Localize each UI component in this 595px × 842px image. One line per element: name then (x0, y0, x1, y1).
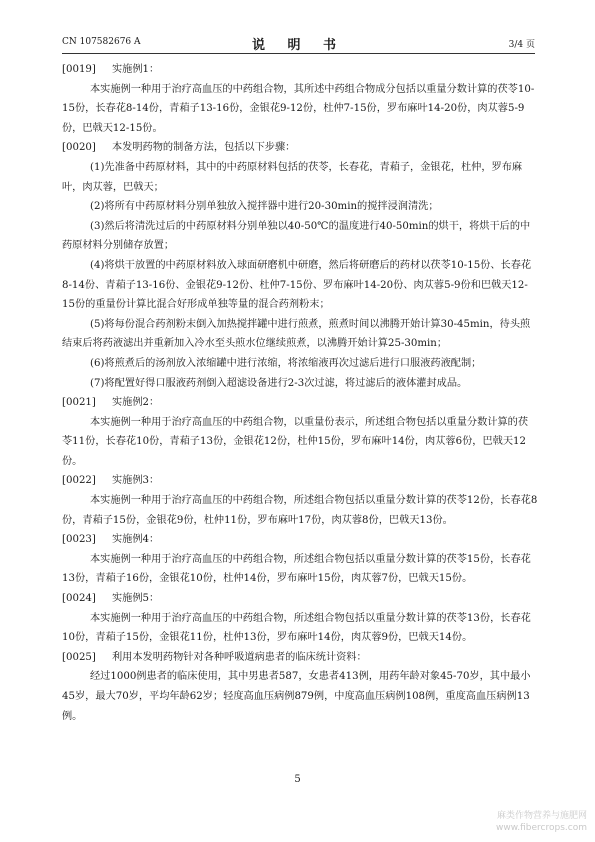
step-3: (3)然后将清洗过后的中药原材料分别单独以40-50℃的温度进行40-50min的烘干，将烘干后的中药原材料分别储存放置； (62, 220, 531, 252)
page-info: 3/4 页 (508, 40, 535, 50)
step-4: (4)将烘干放置的中药原材料放入球面研磨机中研磨，然后将研磨后的药材以茯苓10-15份、长春花8-14份、青葙子13-16份、金银花9-12份、杜仲7-15份、罗布麻叶14-20份、肉苁蓉5-9份和巴戟天12-15份的重量份计算比混合好形成单独等量的混合药剂粉末； (62, 259, 532, 311)
paragraph-heading-0025 (62, 648, 538, 668)
step-7: (7)将配置好得口服液药剂倒入超滤设备进行2-3次过滤，将过滤后的液体灌封成品。 (90, 377, 468, 389)
paragraph-tag: [0021] (62, 397, 96, 409)
paragraph-text: 本实施例一种用于治疗高血压的中药组合物，所述组合物包括以重量分数计算的茯苓13份，长春花10份，青葙子15份，金银花11份，杜仲13份，罗布麻叶14份，肉苁蓉9份，巴戟天14份。 (62, 612, 531, 644)
paragraph-tag: [0023] (62, 534, 96, 546)
step-2: (2)将所有中药原材料分别单独放入搅拌器中进行20-30min的搅拌浸润清洗； (90, 201, 439, 213)
paragraph-heading-0021 (62, 393, 538, 413)
paragraph-tag: [0019] (62, 64, 96, 75)
publication-number: CN 107582676 A (62, 37, 141, 47)
paragraph-heading-0020 (62, 138, 538, 158)
paragraph-text: 经过1000例患者的临床使用，其中男患者587，女患者413例，用药年龄对象45-70岁，其中最小45岁，最大70岁，平均年龄62岁；轻度高血压病例879例，中度高血压病例108例，重度高血压病例13例。 (62, 671, 531, 722)
step-1: (1)先准备中药原材料，其中的中药原材料包括的茯苓，长春花，青葙子，金银花，杜仲，罗布麻叶，肉苁蓉，巴戟天； (62, 161, 523, 193)
paragraph-heading-0019 (62, 60, 538, 80)
paragraph-tag: [0025] (62, 651, 96, 663)
paragraph-heading: 实施例4： (112, 534, 160, 546)
paragraph-heading: 利用本发明药物针对各种呼吸道病患者的临床统计资料： (112, 651, 367, 663)
paragraph-heading-0023 (62, 530, 538, 550)
paragraph-heading: 本发明药物的制备方法，包括以下步骤： (112, 142, 296, 154)
paragraph-text: 本实施例一种用于治疗高血压的中药组合物，其所述中药组合物成分包括以重量分数计算的茯苓10-15份，长春花8-14份，青葙子13-16份，金银花9-12份，杜仲7-15份，罗布麻叶14-20份，肉苁蓉5-9份，巴戟天12-15份。 (62, 83, 535, 134)
step-6: (6)将煎煮后的汤剂放入浓缩罐中进行浓缩，将浓缩液再次过滤后进行口服液药液配制； (90, 357, 482, 369)
paragraph-heading: 实施例2： (112, 397, 160, 409)
paragraph-heading: 实施例5： (112, 593, 160, 605)
paragraph-tag: [0024] (62, 593, 96, 605)
paragraph-text: 本实施例一种用于治疗高血压的中药组合物，以重量份表示，所述组合物包括以重量分数计算的茯苓11份，长春花10份，青葙子13份，金银花12份，杜仲15份，罗布麻叶14份，肉苁蓉6份，巴戟天12份。 (62, 416, 529, 467)
document-body (62, 60, 538, 726)
watermark-line-2: www.fibercrops.com (496, 823, 587, 833)
page-number: 5 (294, 774, 301, 785)
step-5: (5)将每份混合药剂粉末倒入加热搅拌罐中进行煎煮，煎煮时间以沸腾开始计算30-45min，待头煎结束后将药液滤出并重新加入冷水至头煎水位继续煎煮，以沸腾开始计算25-30min； (62, 318, 531, 350)
watermark-line-1: 麻类作物营养与施肥网 (496, 811, 587, 821)
paragraph-tag: [0022] (62, 475, 96, 487)
watermark (496, 810, 587, 834)
paragraph-heading: 实施例1： (112, 64, 160, 75)
paragraph-heading-0022 (62, 471, 538, 491)
paragraph-text: 本实施例一种用于治疗高血压的中药组合物，所述组合物包括以重量分数计算的茯苓15份，长春花13份，青葙子16份，金银花10份，杜仲14份，罗布麻叶15份，肉苁蓉7份，巴戟天15份。 (62, 553, 531, 585)
page-header (62, 33, 535, 54)
paragraph-heading: 实施例3： (112, 475, 160, 487)
paragraph-heading-0024 (62, 589, 538, 609)
paragraph-tag: [0020] (62, 142, 96, 154)
document-title: 说 明 书 (251, 38, 346, 53)
paragraph-text: 本实施例一种用于治疗高血压的中药组合物，所述组合物包括以重量分数计算的茯苓12份，长春花8份，青葙子15份，金银花9份，杜仲11份，罗布麻叶17份，肉苁蓉8份，巴戟天13份。 (62, 495, 538, 526)
